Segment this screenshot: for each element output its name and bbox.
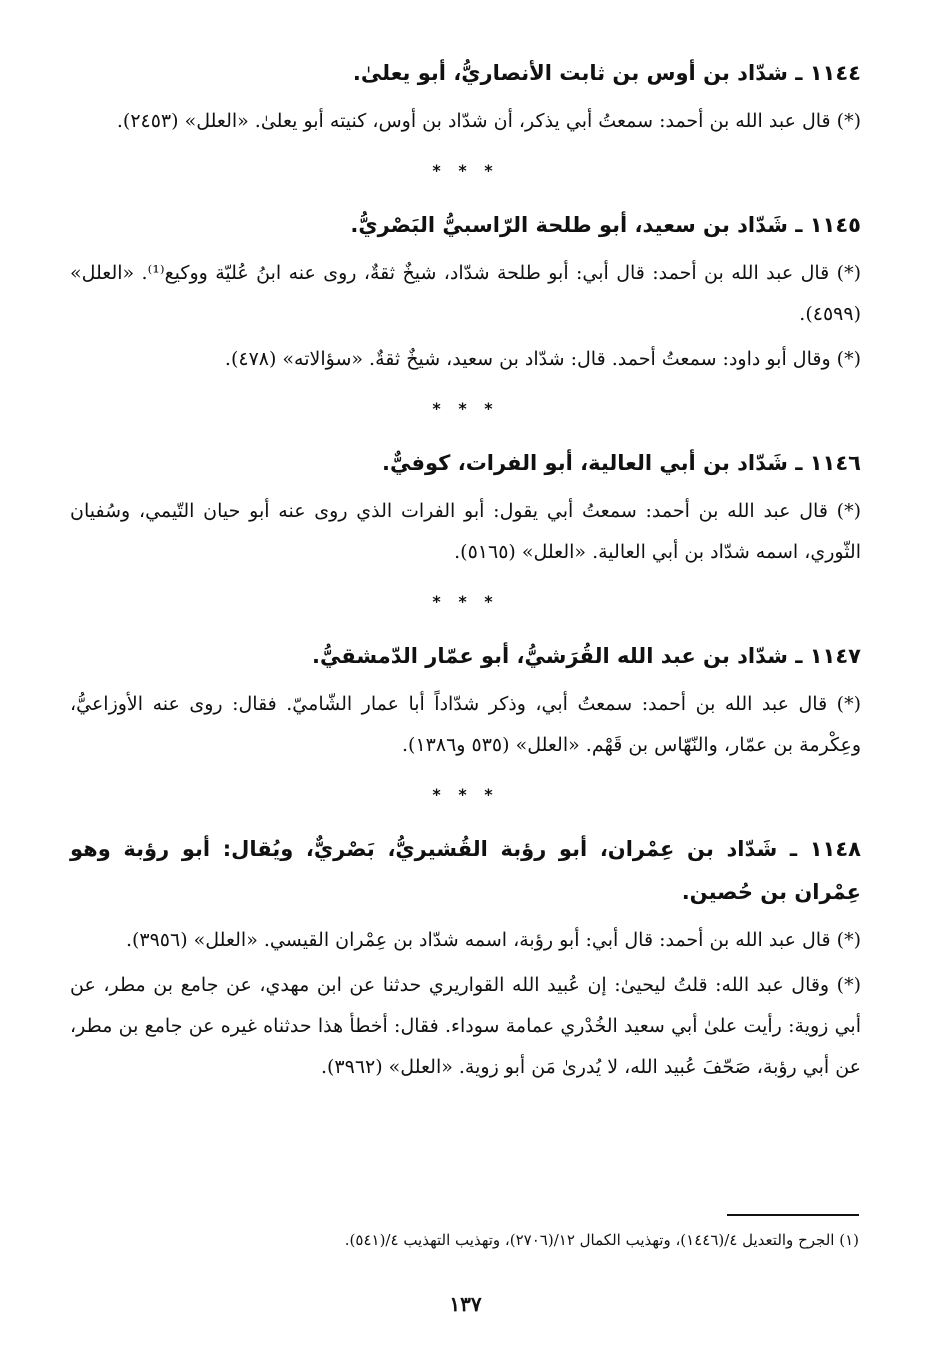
entry-1148 xyxy=(70,828,861,1088)
entry-paragraph: (*) قال عبد الله بن أحمد: سمعتُ أبي يقول: أبو الفرات الذي روى عنه أبو حيان التّيمي، وسُفيان الثّوري، اسمه شدّاد بن أبي العالية. «العلل» (٥١٦٥). xyxy=(70,500,861,563)
entry-heading: ١١٤٤ ـ شدّاد بن أوس بن ثابت الأنصاريُّ، أبو يعلىٰ. xyxy=(352,61,861,85)
entry-paragraph: (*) وقال أبو داود: سمعتُ أحمد. قال: شدّاد بن سعيد، شيخٌ ثقةٌ. «سؤالاته» (٤٧٨). xyxy=(224,348,861,370)
section-separator: * * * xyxy=(432,592,499,611)
entry-heading: ١١٤٦ ـ شَدّاد بن أبي العالية، أبو الفرات، كوفيٌّ. xyxy=(382,451,861,475)
entry-paragraph: (*) قال عبد الله بن أحمد: قال أبي: أبو طلحة شدّاد، شيخٌ ثقةٌ، روى عنه ابنُ عُليّة ووكيع⁽¹⁾. «العلل» (٤٥٩٩). xyxy=(70,262,861,325)
entry-heading: ١١٤٧ ـ شدّاد بن عبد الله القُرَشيُّ، أبو عمّار الدّمشقيُّ. xyxy=(312,644,861,668)
entry-1144 xyxy=(70,52,861,142)
page-body xyxy=(70,52,861,1092)
page-number: ١٣٧ xyxy=(449,1292,482,1316)
footnote: (١) الجرح والتعديل ٤/(١٤٤٦)، وتهذيب الكمال ١٢/(٢٧٠٦)، وتهذيب التهذيب ٤/(٥٤١). xyxy=(344,1231,859,1249)
entry-paragraph: (*) قال عبد الله بن أحمد: سمعتُ أبي، وذكر شدّاداً أبا عمار الشّاميّ. فقال: روى عنه الأوزاعيُّ، وعِكْرمة بن عمّار، والنّهّاس بن قَهْم. «العلل» (٥٣٥ و١٣٨٦). xyxy=(70,693,861,756)
entry-heading: ١١٤٥ ـ شَدّاد بن سعيد، أبو طلحة الرّاسبيُّ البَصْريُّ. xyxy=(350,213,861,237)
entry-paragraph: (*) قال عبد الله بن أحمد: سمعتُ أبي يذكر، أن شدّاد بن أوس، كنيته أبو يعلىٰ. «العلل» (٢٤٥٣). xyxy=(116,110,861,132)
section-separator: * * * xyxy=(432,785,499,804)
entry-1146 xyxy=(70,442,861,573)
entry-paragraph: (*) وقال عبد الله: قلتُ ليحيىٰ: إن عُبيد الله القواريري حدثنا عن ابن مهدي، عن جامع بن مطر، عن أبي زوية: رأيت علىٰ أبي سعيد الخُدْري عمامة سوداء. فقال: أخطأ هذا حدثناه غيره عن جامع بن مطر، عن أبي رؤبة، صَحّفَ عُبيد الله، لا يُدرىٰ مَن أبو زوية. «العلل» (٣٩٦٢). xyxy=(70,974,861,1078)
entry-paragraph: (*) قال عبد الله بن أحمد: قال أبي: أبو رؤبة، اسمه شدّاد بن عِمْران القيسي. «العلل» (٣٩٥٦). xyxy=(125,929,861,951)
footnote-divider xyxy=(727,1214,859,1216)
section-separator: * * * xyxy=(432,161,499,180)
entry-heading: ١١٤٨ ـ شَدّاد بن عِمْران، أبو رؤبة القُشيريُّ، بَصْريٌّ، ويُقال: أبو رؤبة وهو عِمْران بن حُصين. xyxy=(70,837,861,904)
section-separator: * * * xyxy=(432,399,499,418)
entry-1145 xyxy=(70,204,861,380)
entry-1147 xyxy=(70,635,861,766)
